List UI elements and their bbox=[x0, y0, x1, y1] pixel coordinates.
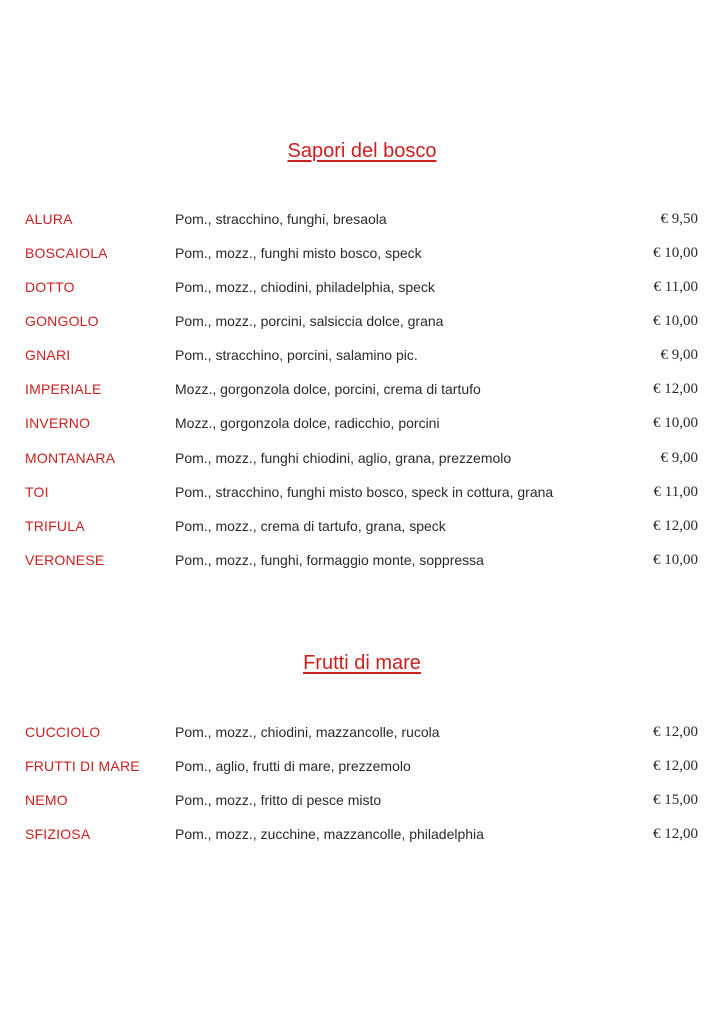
menu-item-name: TRIFULA bbox=[25, 518, 85, 534]
menu-item-price: € 12,00 bbox=[653, 758, 698, 774]
menu-item-row bbox=[0, 313, 724, 333]
menu-item-name: GONGOLO bbox=[25, 313, 99, 329]
menu-item-name: TOI bbox=[25, 484, 49, 500]
menu-item-name: INVERNO bbox=[25, 415, 91, 431]
menu-item-price: € 9,00 bbox=[660, 450, 698, 466]
section-title-sapori-del-bosco: Sapori del bosco bbox=[287, 140, 437, 162]
menu-item-description: Pom., stracchino, funghi, bresaola bbox=[175, 211, 387, 227]
menu-item-description: Pom., stracchino, funghi misto bosco, speck in cottura, grana bbox=[175, 484, 554, 500]
menu-item-row bbox=[0, 450, 724, 470]
menu-item-name: GNARI bbox=[25, 347, 71, 363]
menu-item-name: DOTTO bbox=[25, 279, 75, 295]
menu-item-description: Pom., mozz., funghi, formaggio monte, soppressa bbox=[175, 552, 484, 568]
section-title-frutti-di-mare: Frutti di mare bbox=[303, 652, 421, 674]
menu-item-row bbox=[0, 347, 724, 367]
menu-item-description: Pom., aglio, frutti di mare, prezzemolo bbox=[175, 758, 411, 774]
menu-item-row bbox=[0, 724, 724, 744]
menu-item-name: CUCCIOLO bbox=[25, 724, 101, 740]
menu-item-price: € 9,50 bbox=[660, 211, 698, 227]
menu-item-price: € 12,00 bbox=[653, 826, 698, 842]
menu-item-row bbox=[0, 211, 724, 231]
menu-item-name: NEMO bbox=[25, 792, 68, 808]
menu-item-row bbox=[0, 279, 724, 299]
menu-item-description: Pom., mozz., funghi misto bosco, speck bbox=[175, 245, 422, 261]
menu-item-price: € 10,00 bbox=[653, 415, 698, 431]
menu-item-name: IMPERIALE bbox=[25, 381, 102, 397]
menu-item-description: Pom., mozz., zucchine, mazzancolle, philadelphia bbox=[175, 826, 484, 842]
menu-item-price: € 12,00 bbox=[653, 518, 698, 534]
menu-item-price: € 12,00 bbox=[653, 381, 698, 397]
menu-item-row bbox=[0, 484, 724, 504]
menu-item-name: ALURA bbox=[25, 211, 73, 227]
menu-item-description: Mozz., gorgonzola dolce, porcini, crema di tartufo bbox=[175, 381, 481, 397]
menu-item-description: Pom., mozz., funghi chiodini, aglio, grana, prezzemolo bbox=[175, 450, 512, 466]
menu-item-row bbox=[0, 518, 724, 538]
menu-item-description: Pom., stracchino, porcini, salamino pic. bbox=[175, 347, 418, 363]
menu-item-price: € 10,00 bbox=[653, 552, 698, 568]
menu-item-price: € 15,00 bbox=[653, 792, 698, 808]
menu-item-name: MONTANARA bbox=[25, 450, 116, 466]
menu-item-description: Pom., mozz., chiodini, mazzancolle, rucola bbox=[175, 724, 440, 740]
menu-item-price: € 12,00 bbox=[653, 724, 698, 740]
menu-item-row bbox=[0, 415, 724, 435]
menu-item-price: € 11,00 bbox=[653, 279, 698, 295]
menu-item-price: € 11,00 bbox=[653, 484, 698, 500]
menu-item-row bbox=[0, 758, 724, 778]
menu-item-description: Mozz., gorgonzola dolce, radicchio, porcini bbox=[175, 415, 440, 431]
menu-item-description: Pom., mozz., porcini, salsiccia dolce, grana bbox=[175, 313, 444, 329]
menu-item-name: BOSCAIOLA bbox=[25, 245, 108, 261]
menu-item-row bbox=[0, 245, 724, 265]
menu-item-row bbox=[0, 826, 724, 846]
menu-item-description: Pom., mozz., chiodini, philadelphia, speck bbox=[175, 279, 435, 295]
menu-item-row bbox=[0, 552, 724, 572]
menu-item-description: Pom., mozz., fritto di pesce misto bbox=[175, 792, 382, 808]
menu-item-row bbox=[0, 792, 724, 812]
menu-item-name: FRUTTI DI MARE bbox=[25, 758, 140, 774]
menu-item-price: € 10,00 bbox=[653, 245, 698, 261]
menu-item-price: € 9,00 bbox=[660, 347, 698, 363]
menu-item-name: VERONESE bbox=[25, 552, 105, 568]
menu-item-name: SFIZIOSA bbox=[25, 826, 91, 842]
menu-item-price: € 10,00 bbox=[653, 313, 698, 329]
menu-item-description: Pom., mozz., crema di tartufo, grana, speck bbox=[175, 518, 446, 534]
menu-item-row bbox=[0, 381, 724, 401]
